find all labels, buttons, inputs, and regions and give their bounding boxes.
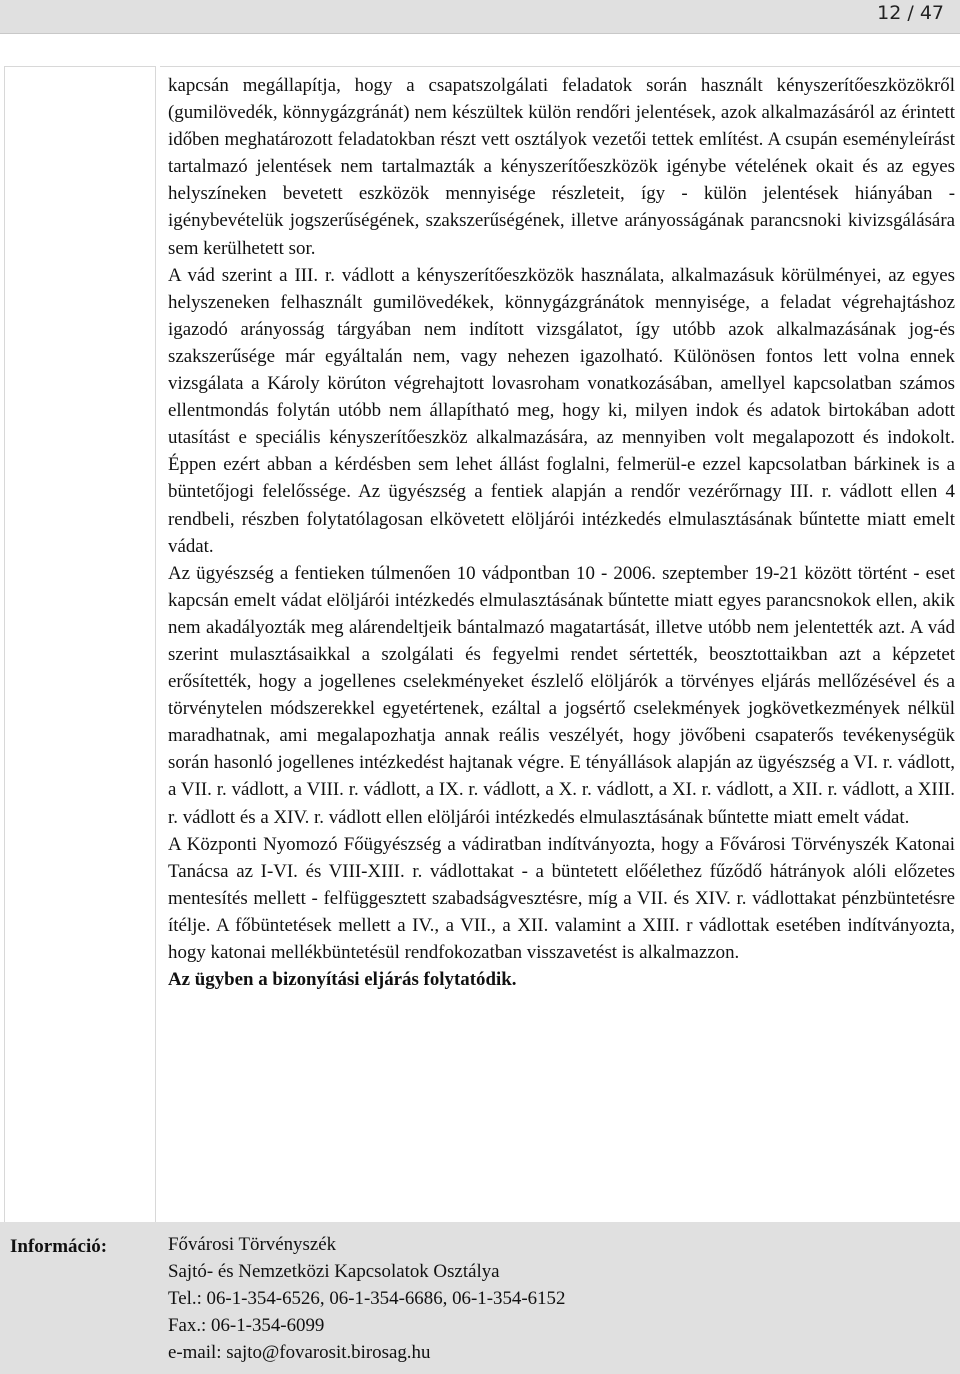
- phone-numbers: Tel.: 06-1-354-6526, 06-1-354-6686, 06-1-354-6152: [168, 1288, 566, 1310]
- paragraph-3: Az ügyészség a fentieken túlmenően 10 vádpontban 10 - 2006. szeptember 19-21 között történt - eset kapcsán emelt vádat elöljárói intézkedés elmulasztásának bűntette miatt egyes parancsnokok ellen, akik nem akadályozták meg alárendeltjeik bántalmazó magatartását, illetve utóbb nem jelentették azt. A vád szerint mulasztásaikkal a szolgálati és fegyelmi rendet sértették, beosztottaikban azt a képzetet erősítették, hogy a jogellenes cselekményeket észlelő elöljárók a törvényes eljárás mellőzésével és a törvénytelen módszerekkel egyetértenek, ezáltal a jogsértő cselekmények jogkövetkezmények nélkül maradhatnak, ami megalapozhatja annak reális veszélyét, hogy jövőbeni csapaterős tevékenységük során hasonló jogellenes intézkedést hajtanak végre. E tényállások alapján az ügyészség a VI. r. vádlott, a VII. r. vádlott, a VIII. r. vádlott, a IX. r. vádlott, a X. r. vádlott, a XI. r. vádlott, a XII. r. vádlott, a XIII. r. vádlott és a XIV. r. vádlott ellen elöljárói intézkedés elmulasztásának bűntette miatt emelt vádat.: [168, 562, 955, 828]
- label-column: [4, 66, 156, 1374]
- page-header: [0, 0, 960, 34]
- department-name: Sajtó- és Nemzetközi Kapcsolatok Osztálya: [168, 1261, 500, 1283]
- main-text: [168, 72, 955, 993]
- court-name: Fővárosi Törvényszék: [168, 1234, 337, 1255]
- paragraph-2: A vád szerint a III. r. vádlott a kényszerítőeszközök használata, alkalmazásuk körülményei, az egyes helyszeneken felhasznált gumilövedékek, könnygázgránátok mennyisége, a feladat végrehajtáshoz igazodó arányosság tárgyában nem indított vizsgálatot, így utóbb azok alkalmazásának jog-és szakszerűsége már egyáltalán nem, vagy nehezen igazolható. Különösen fontos lett volna ennek vizsgálata a Károly körúton végrehajtott lovasroham vonatkozásában, amellyel kapcsolatban számos ellentmondás folytán utóbb nem állapítható meg, hogy ki, milyen indok és adatok birtokában adott utasítást e speciális kényszerítőeszköz alkalmazására, az mennyiben volt megalapozott és indokolt. Éppen ezért abban a kérdésben sem lehet állást foglalni, felmerül-e ezzel kapcsolatban bárkinek is a büntetőjogi felelőssége. Az ügyészség a fentiek alapján a rendőr vezérőrnagy III. r. vádlott ellen 4 rendbeli, részben folytatólagosan elkövetett elöljárói intézkedés elmulasztásának bűntette miatt emelt vádat.: [168, 264, 955, 557]
- paragraph-1: kapcsán megállapítja, hogy a csapatszolgálati feladatok során használt kényszerítőeszközökről (gumilövedék, könnygázgránát) nem készültek külön rendőri jelentések, azok alkalmazásáról az érintett időben meghatározott feladatokban részt vett osztályok vezetői tettek említést. A csupán eseményleírást tartalmazó jelentések nem tartalmazták a kényszerítőeszközök igénybe vételének okait és az egyes helyszíneken bevetett eszközök mennyisége részleteit, így - külön jelentések hiányában - igénybevételük jogszerűségének, szakszerűségének, illetve arányosságának parancsnoki kivizsgálására sem kerülhetett sor.: [168, 75, 955, 259]
- info-label: Információ:: [10, 1236, 108, 1257]
- page-number: 12 / 47: [877, 2, 944, 24]
- email-address: e-mail: sajto@fovarosit.birosag.hu: [168, 1342, 431, 1364]
- paragraph-4: A Központi Nyomozó Főügyészség a vádiratban indítványozta, hogy a Fővárosi Törvényszék Katonai Tanácsa az I-VI. és VIII-XIII. r. vádlottakat - a büntetett előélethez fűződő hátrányok alóli előzetes mentesítés mellett - felfüggesztett szabadságvesztésre, míg a VII. és XIV. r. vádlottakat pénzbüntetésre ítélje. A főbüntetések mellett a IV., a VII., a XII. valamint a XIII. r vádlottak esetében indítványozta, hogy katonai mellékbüntetésül rendfokozatban visszavetést is alkalmazzon.: [168, 833, 955, 963]
- info-label-cell: [0, 1222, 160, 1374]
- fax-number: Fax.: 06-1-354-6099: [168, 1315, 325, 1337]
- closing-statement: Az ügyben a bizonyítási eljárás folytatódik.: [168, 969, 517, 991]
- info-section: [0, 1222, 960, 1374]
- contact-block: [160, 1222, 960, 1374]
